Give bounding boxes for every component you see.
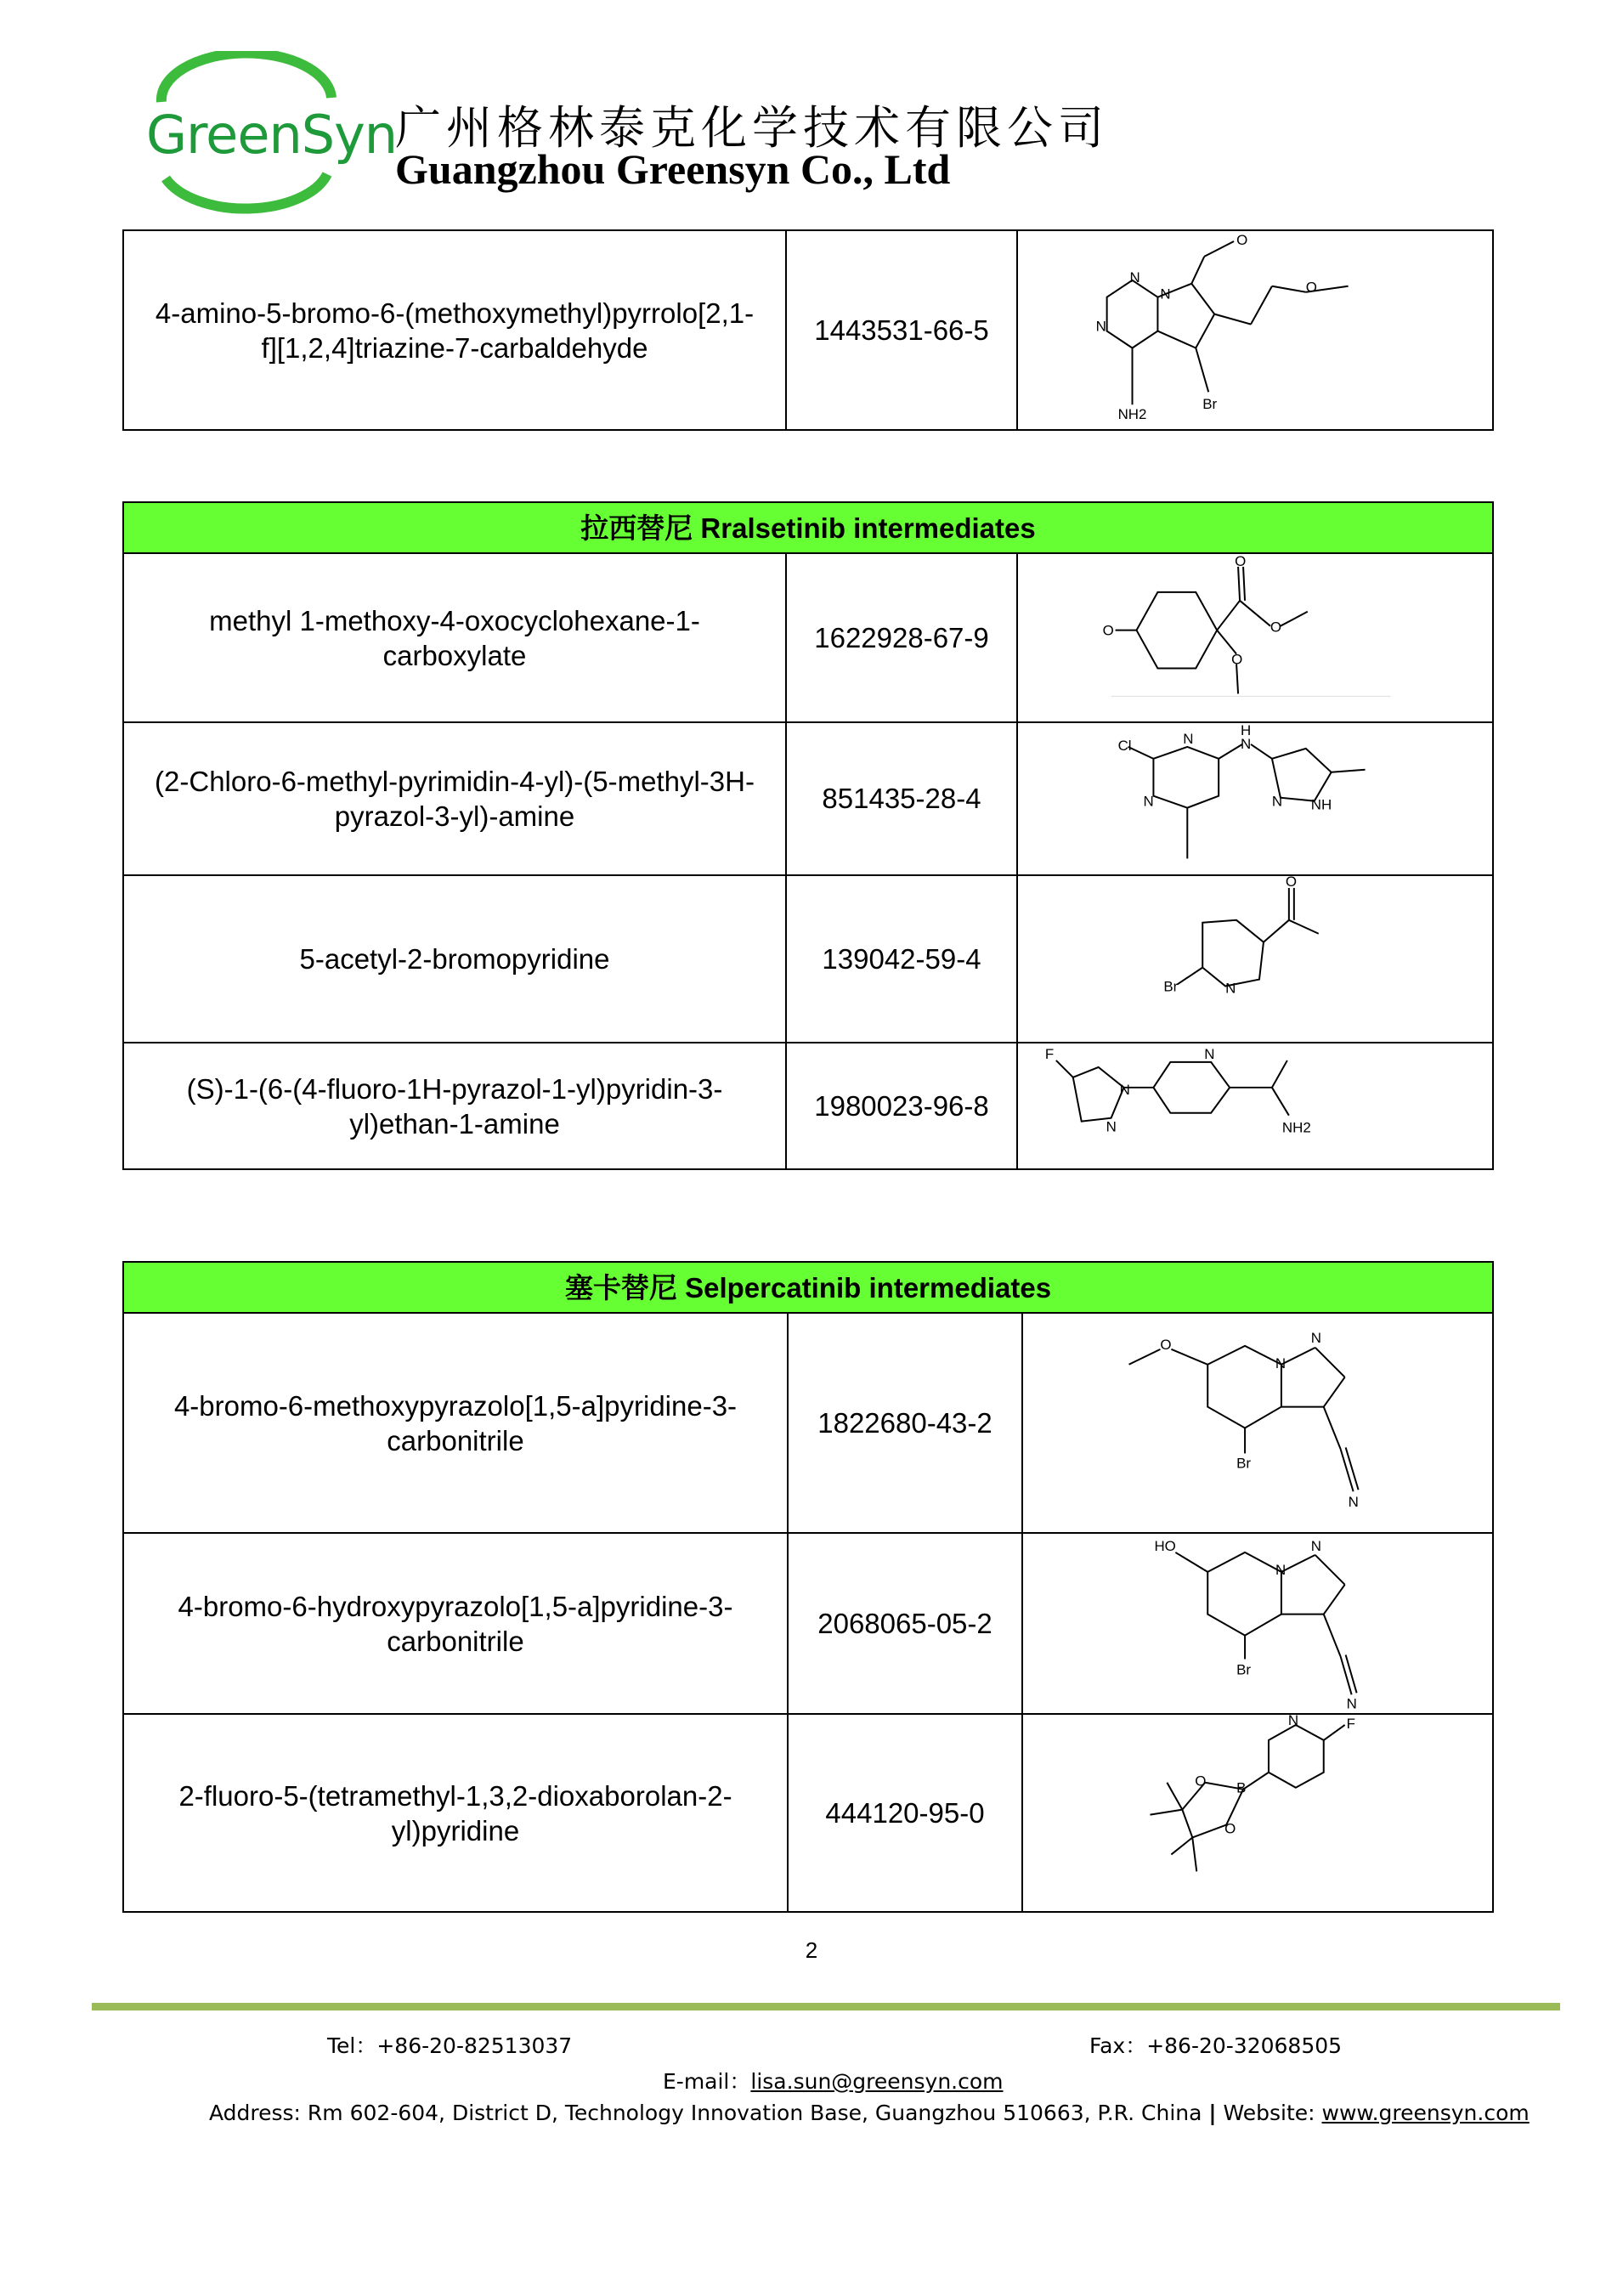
footer-address-line [209, 2101, 1530, 2125]
acetylbromopyridine-structure-icon [1018, 876, 1492, 1042]
table-row [123, 875, 1493, 1043]
oxocyclohexane-structure-icon [1018, 554, 1492, 721]
svg-text:N: N [1204, 1045, 1215, 1062]
company-name-english: Guangzhou Greensyn Co., Ltd [395, 145, 951, 193]
svg-text:N: N [1275, 1354, 1287, 1371]
page-header [127, 51, 1109, 221]
table-row [123, 1313, 1493, 1533]
structure-cell [1022, 1533, 1493, 1714]
svg-text:N: N [1310, 1538, 1322, 1555]
email-label: E-mail： [663, 2069, 751, 2094]
website-label: Website: [1223, 2101, 1322, 2125]
svg-text:N: N [1346, 1695, 1357, 1712]
svg-text:N: N [1225, 980, 1236, 997]
table-row [123, 1533, 1493, 1714]
fluoropyridine-boronate-structure-icon [1023, 1715, 1492, 1911]
address-text: Address: Rm 602-604, District D, Technology Innovation Base, Guangzhou 510663, P.R. China [209, 2101, 1202, 2125]
svg-text:Br: Br [1236, 1455, 1252, 1472]
svg-text:N: N [1119, 1081, 1130, 1098]
svg-text:O: O [1160, 1336, 1172, 1353]
footer-fax: Fax：+86-20-32068505 [1089, 2033, 1343, 2058]
pyrrolotriazine-structure-icon [1018, 231, 1492, 429]
hydroxypyrazolopyridine-structure-icon [1023, 1534, 1492, 1713]
svg-text:N: N [1287, 1715, 1299, 1729]
svg-text:HO: HO [1154, 1538, 1176, 1555]
greensyn-logo [127, 51, 398, 221]
table-row [123, 722, 1493, 874]
table-selpercatinib [122, 1261, 1494, 1913]
svg-text:O: O [1231, 651, 1243, 668]
svg-text:O: O [1270, 619, 1282, 636]
svg-text:B: B [1236, 1779, 1247, 1796]
table-row [123, 553, 1493, 722]
footer-divider [92, 2003, 1560, 2010]
compound-name: (S)-1-(6-(4-fluoro-1H-pyrazol-1-yl)pyridin-3-yl)ethan-1-amine [123, 1043, 786, 1169]
svg-text:F: F [1044, 1045, 1055, 1062]
compound-name: 5-acetyl-2-bromopyridine [123, 875, 786, 1043]
svg-text:Cl: Cl [1117, 738, 1132, 755]
compound-name: 4-bromo-6-methoxypyrazolo[1,5-a]pyridine-3-carbonitrile [123, 1313, 788, 1533]
section-title: 拉西替尼 Rralsetinib intermediates [123, 502, 1493, 553]
svg-text:N: N [1183, 731, 1194, 748]
footer-tel: Tel：+86-20-82513037 [327, 2033, 573, 2058]
svg-text:Br: Br [1236, 1661, 1252, 1678]
structure-cell [1017, 1043, 1493, 1169]
methoxypyrazolopyridine-structure-icon [1023, 1314, 1492, 1532]
cas-number: 1622928-67-9 [786, 553, 1017, 722]
structure-cell [1017, 875, 1493, 1043]
fluoropyrazole-pyridine-structure-icon [1018, 1043, 1492, 1168]
section-title: 塞卡替尼 Selpercatinib intermediates [123, 1262, 1493, 1313]
cas-number: 1822680-43-2 [788, 1313, 1022, 1533]
svg-text:O: O [1224, 1820, 1236, 1837]
svg-text:N: N [1106, 1118, 1117, 1135]
svg-text:N: N [1160, 286, 1171, 303]
cas-number: 851435-28-4 [786, 722, 1017, 874]
page-number: 2 [805, 1937, 818, 1963]
cas-number: 139042-59-4 [786, 875, 1017, 1043]
svg-text:N: N [1271, 793, 1283, 810]
compound-name: 2-fluoro-5-(tetramethyl-1,3,2-dioxaborolan-2-yl)pyridine [123, 1714, 788, 1912]
svg-text:NH2: NH2 [1281, 1119, 1311, 1136]
svg-text:N: N [1348, 1494, 1359, 1511]
structure-cell [1017, 230, 1493, 430]
compound-name: 4-amino-5-bromo-6-(methoxymethyl)pyrrolo[2,1-f][1,2,4]triazine-7-carbaldehyde [123, 230, 786, 430]
structure-cell [1022, 1313, 1493, 1533]
logo-text: GreenSyn [146, 104, 398, 166]
svg-text:N: N [1310, 1329, 1322, 1346]
compound-name: methyl 1-methoxy-4-oxocyclohexane-1-carboxylate [123, 553, 786, 722]
svg-text:O: O [1285, 875, 1298, 890]
table-continuation [122, 229, 1494, 431]
structure-cell [1017, 553, 1493, 722]
website-link[interactable]: www.greensyn.com [1321, 2101, 1530, 2125]
chloropyrimidine-pyrazole-structure-icon [1018, 723, 1492, 874]
section-header-row [123, 502, 1493, 553]
cas-number: 1443531-66-5 [786, 230, 1017, 430]
svg-text:N: N [1143, 793, 1154, 810]
svg-text:NH: NH [1310, 796, 1332, 813]
structure-cell [1017, 722, 1493, 874]
compound-name: 4-bromo-6-hydroxypyrazolo[1,5-a]pyridine-3-carbonitrile [123, 1533, 788, 1714]
footer-separator: | [1208, 2101, 1217, 2125]
svg-text:Br: Br [1163, 978, 1179, 995]
table-row [123, 1714, 1493, 1912]
svg-text:N: N [1241, 736, 1252, 753]
svg-text:N: N [1095, 318, 1106, 335]
company-name-chinese: 广州格林泰克化学技术有限公司 [395, 101, 1109, 155]
structure-cell [1022, 1714, 1493, 1912]
table-ralsetinib [122, 501, 1494, 1170]
svg-text:O: O [1236, 231, 1248, 248]
svg-text:N: N [1129, 269, 1140, 286]
svg-text:Br: Br [1202, 396, 1218, 413]
svg-text:O: O [1235, 554, 1247, 569]
svg-text:H: H [1241, 723, 1252, 739]
svg-text:F: F [1346, 1716, 1355, 1733]
svg-text:O: O [1305, 279, 1317, 296]
compound-name: (2-Chloro-6-methyl-pyrimidin-4-yl)-(5-methyl-3H-pyrazol-3-yl)-amine [123, 722, 786, 874]
cas-number: 1980023-96-8 [786, 1043, 1017, 1169]
table-row [123, 230, 1493, 430]
table-row [123, 1043, 1493, 1169]
section-header-row [123, 1262, 1493, 1313]
svg-text:O: O [1195, 1773, 1207, 1790]
footer-email-line [663, 2065, 1004, 2095]
svg-text:O: O [1102, 622, 1114, 639]
cas-number: 2068065-05-2 [788, 1533, 1022, 1714]
email-link[interactable]: lisa.sun@greensyn.com [750, 2069, 1004, 2094]
svg-text:N: N [1275, 1561, 1287, 1578]
svg-text:NH2: NH2 [1117, 406, 1147, 423]
cas-number: 444120-95-0 [788, 1714, 1022, 1912]
